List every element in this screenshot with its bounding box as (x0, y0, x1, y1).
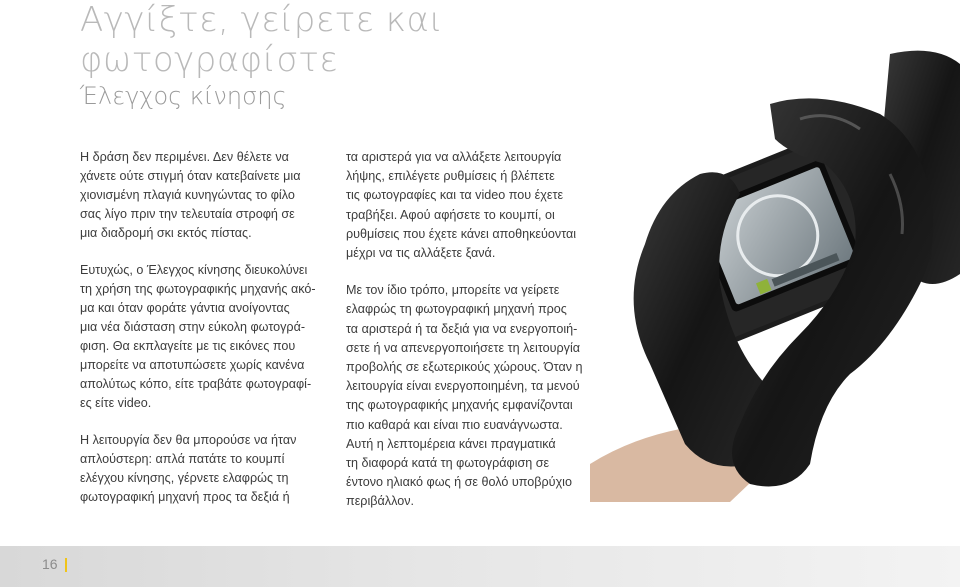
text-line: λειτουργία είναι ενεργοποιημένη, τα μενού (346, 379, 580, 394)
text-line: ελέγχου κίνησης, γέρνετε ελαφρώς τη (80, 471, 289, 485)
text-line: μα και όταν φοράτε γάντια ανοίγοντας (80, 301, 290, 315)
paragraph-3 (80, 431, 320, 507)
text-line: τραβήξει. Αφού αφήσετε το κουμπί, οι (346, 207, 555, 222)
text-line: ες είτε video. (80, 396, 152, 410)
text-line: χιονισμένη πλαγιά κυνηγώντας το φίλο (80, 188, 295, 202)
title-line-2: φωτογραφίστε (80, 40, 339, 80)
page-number-accent-bar (65, 558, 67, 572)
text-line: τη χρήση της φωτογραφικής μηχανής ακό- (80, 282, 316, 296)
text-line: χάνετε ούτε στιγμή όταν κατεβαίνετε μια (80, 169, 301, 183)
text-line: Ευτυχώς, ο Έλεγχος κίνησης διευκολύνει (80, 263, 308, 277)
text-line: πιο καθαρά και είναι πιο ευανάγνωστα. (346, 417, 563, 432)
text-line: Με τον ίδιο τρόπο, μπορείτε να γείρετε (346, 283, 560, 298)
text-line: ελαφρώς τη φωτογραφική μηχανή προς (346, 302, 567, 317)
title-line-1: Αγγίξτε, γείρετε και (80, 0, 444, 40)
page-footer-band (0, 546, 960, 587)
page-number: 16 (42, 556, 58, 572)
text-line: μπορείτε να αποτυπώσετε χωρίς κανένα (80, 358, 305, 372)
page-title (80, 0, 443, 80)
text-line: προβολής σε εξωτερικούς χώρους. Όταν η (346, 360, 583, 375)
text-line: Η λειτουργία δεν θα μπορούσε να ήταν (80, 433, 297, 447)
text-column-right (346, 148, 591, 530)
camera-illustration (590, 44, 960, 502)
paragraph-2 (80, 261, 320, 413)
text-line: τα αριστερά για να αλλάξετε λειτουργία (346, 150, 562, 164)
paragraph-5 (346, 281, 591, 511)
text-line: απολύτως κόπο, είτε τραβάτε φωτογραφί- (80, 377, 312, 391)
text-line: τα αριστερά ή τα δεξιά για να ενεργοποιή- (346, 321, 578, 336)
text-line: μια διαδρομή σκι εκτός πίστας. (80, 226, 252, 240)
text-line: σας λίγο πριν την τελευταία στροφή σε (80, 207, 295, 221)
text-line: σετε ή να απενεργοποιήσετε τη λειτουργία (346, 340, 581, 355)
text-line: τις φωτογραφίες και τα video που έχετε (346, 188, 564, 203)
section-subtitle: Έλεγχος κίνησης (80, 82, 287, 110)
text-line: απλούστερη: απλά πατάτε το κουμπί (80, 452, 285, 466)
text-line: της φωτογραφικής μηχανής εμφανίζονται (346, 398, 573, 413)
camera-in-gloved-hands-photo (590, 44, 960, 502)
paragraph-4 (346, 148, 591, 263)
text-line: μια νέα διάσταση στην εύκολη φωτογρά- (80, 320, 306, 334)
text-line: Αυτή η λεπτομέρεια κάνει πραγματικά (346, 436, 556, 451)
text-line: ρυθμίσεις που έχετε κάνει αποθηκεύονται (346, 226, 577, 241)
text-line: φωτογραφική μηχανή προς τα δεξιά ή (80, 490, 290, 504)
text-line: έντονο ηλιακό φως ή σε θολό υποβρύχιο (346, 475, 572, 490)
paragraph-1 (80, 148, 320, 243)
text-column-left (80, 148, 320, 525)
text-line: περιβάλλον. (346, 494, 414, 509)
text-line: τη διαφορά κατά τη φωτογράφιση σε (346, 456, 550, 471)
text-line: μέχρι να τις αλλάξετε ξανά. (346, 246, 496, 261)
text-line: λήψης, επιλέγετε ρυθμίσεις ή βλέπετε (346, 169, 555, 184)
text-line: φιση. Θα εκπλαγείτε με τις εικόνες που (80, 339, 296, 353)
text-line: Η δράση δεν περιμένει. Δεν θέλετε να (80, 150, 289, 164)
